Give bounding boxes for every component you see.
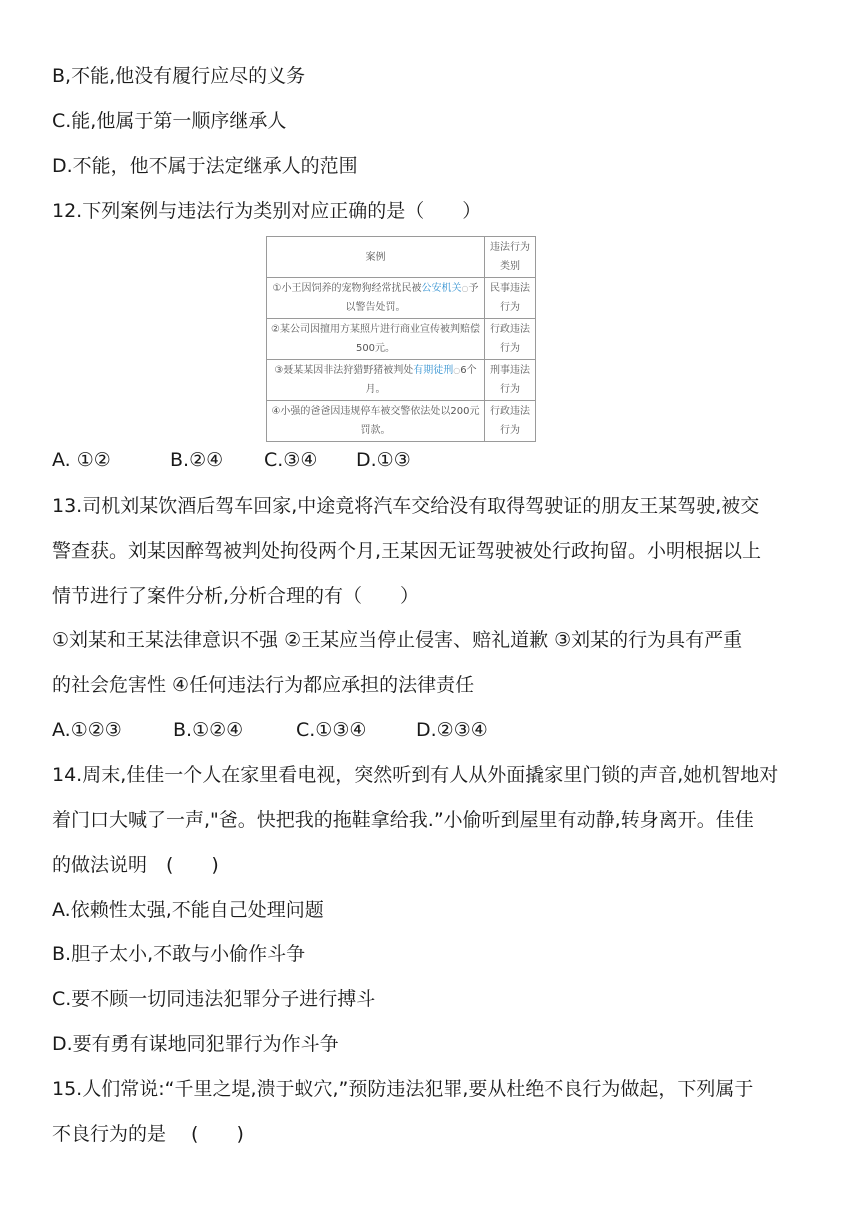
q11-option-b: B,不能,他没有履行应尽的义务 (52, 65, 306, 87)
q14-option-a: A.依赖性太强,不能自己处理问题 (52, 899, 324, 921)
q12-options (52, 448, 411, 472)
q15-stem-line: 不良行为的是 ( ) (52, 1123, 244, 1145)
q14-option-c: C.要不顾一切同违法犯罪分子进行搏斗 (52, 988, 376, 1010)
category-cell: 民事违法行为 (485, 278, 536, 319)
case-cell: ①小王因饲养的宠物狗经常扰民被公安机关○予以警告处罚。 (267, 278, 485, 319)
q13-option-c: C.①③④ (296, 719, 367, 741)
q14-stem-line: 14.周末,佳佳一个人在家里看电视，突然听到有人从外面撬家里门锁的声音,她机智地对 (52, 764, 779, 786)
q12-option-a: A. ①② (52, 449, 111, 471)
case-link[interactable]: 有期徒刑 (413, 365, 454, 376)
q13-stem-line: 13.司机刘某饮酒后驾车回家,中途竟将汽车交给没有取得驾驶证的朋友王某驾驶,被交 (52, 495, 760, 517)
table-row (267, 360, 536, 401)
q13-option-a: A.①②③ (52, 719, 122, 741)
case-table-header-case: 案例 (267, 237, 485, 278)
category-cell: 行政违法行为 (485, 401, 536, 442)
q14-stem-line: 的做法说明 ( ) (52, 854, 219, 876)
category-cell: 行政违法行为 (485, 319, 536, 360)
q14-stem-line: 着门口大喊了一声,"爸。快把我的拖鞋拿给我.”小偷听到屋里有动静,转身离开。佳佳 (52, 809, 754, 831)
case-cell: ③聂某某因非法狩猎野猪被判处有期徒刑○6个月。 (267, 360, 485, 401)
table-row (267, 401, 536, 442)
q13-stem-line: 警查获。刘某因醉驾被判处拘役两个月,王某因无证驾驶被处行政拘留。小明根据以上 (52, 540, 762, 562)
q14-option-d: D.要有勇有谋地同犯罪行为作斗争 (52, 1033, 339, 1055)
category-cell: 刑事违法行为 (485, 360, 536, 401)
q13-option-d: D.②③④ (416, 719, 488, 741)
q14-option-b: B.胆子太小,不敢与小偷作斗争 (52, 943, 306, 965)
table-row (267, 319, 536, 360)
case-table-header-category: 违法行为类别 (485, 237, 536, 278)
q13-stem-line: 情节进行了案件分析,分析合理的有（ ） (52, 585, 420, 607)
q11-option-c: C.能,他属于第一顺序继承人 (52, 110, 287, 132)
q12-option-b: B.②④ (170, 449, 224, 471)
case-table (266, 236, 536, 442)
q15-stem-line: 15.人们常说:“千里之堤,溃于蚁穴,”预防违法犯罪,要从杜绝不良行为做起，下列属于 (52, 1078, 754, 1100)
q13-statement-line: 的社会危害性 ④任何违法行为都应承担的法律责任 (52, 674, 475, 696)
case-cell: ④小强的爸爸因违规停车被交警依法处以200元罚款。 (267, 401, 485, 442)
case-link[interactable]: 公安机关 (421, 283, 462, 294)
case-cell: ②某公司因擅用方某照片进行商业宣传被判赔偿500元。 (267, 319, 485, 360)
q12-option-d: D.①③ (356, 449, 411, 471)
q13-statement-line: ①刘某和王某法律意识不强 ②王某应当停止侵害、赔礼道歉 ③刘某的行为具有严重 (52, 629, 743, 651)
table-row (267, 278, 536, 319)
q12-option-c: C.③④ (264, 449, 318, 471)
q12-stem: 12.下列案例与违法行为类别对应正确的是（ ） (52, 200, 482, 222)
q11-option-d: D.不能，他不属于法定继承人的范围 (52, 155, 358, 177)
q13-options (52, 718, 488, 742)
q13-option-b: B.①②④ (173, 719, 244, 741)
